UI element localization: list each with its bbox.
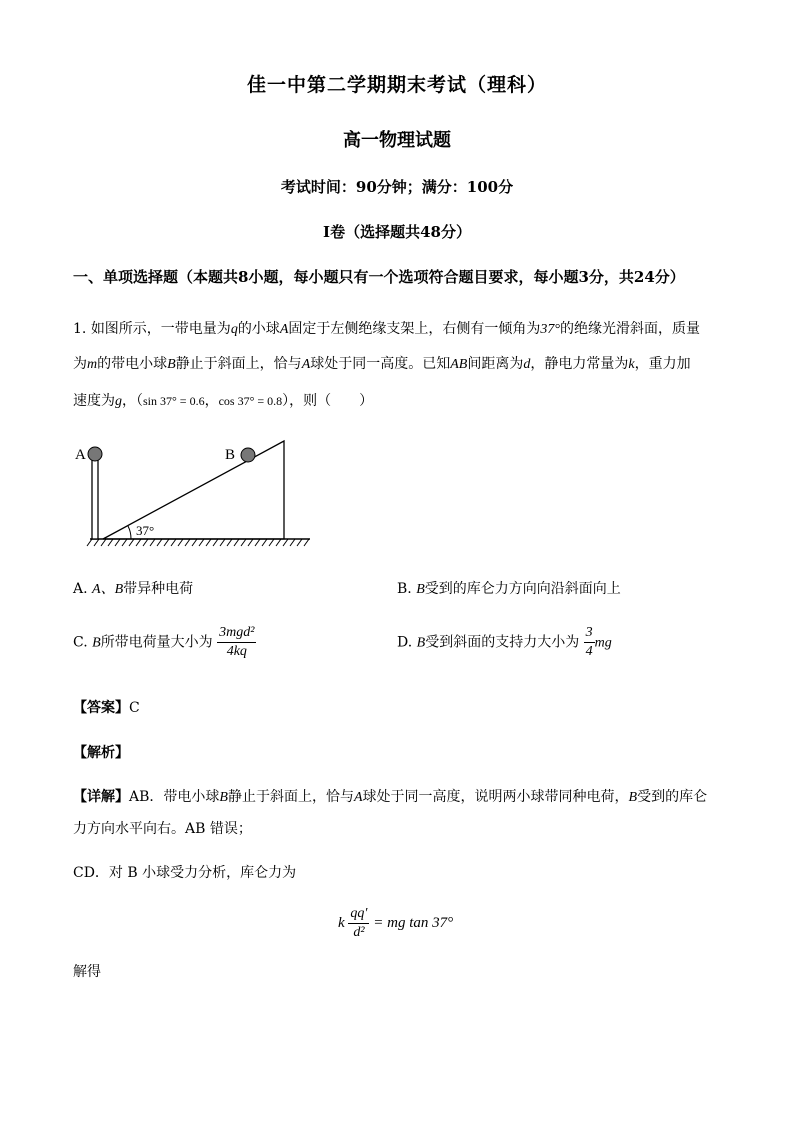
option-c[interactable]: C. B所带电荷量大小为 $\frac{\text{3mgd²}}{4kq}$ <box>73 625 255 659</box>
label-a: A <box>75 447 86 463</box>
exam-info: 考试时间：90分钟；满分：100分 <box>280 178 514 196</box>
detail-line-2: 力方向水平向右。AB 错误； <box>73 821 252 837</box>
exam-title: 佳一中第二学期期末考试（理科） <box>246 74 547 96</box>
angle-arc <box>128 526 131 539</box>
option-c-fraction: $\frac{\text{3mgd²}}{4kq}$ <box>219 625 255 659</box>
option-b[interactable]: B. B受到的库仑力方向向沿斜面向上 <box>397 581 621 597</box>
ball-b <box>241 448 255 462</box>
question-line-2: 为m的带电小球B静止于斜面上，恰与A球处于同一高度。已知AB间距离为d，静电力常量为k，重力加 <box>73 356 691 372</box>
ball-a <box>88 447 102 461</box>
incline-figure <box>70 438 320 553</box>
support-stand <box>92 460 98 539</box>
label-b: B <box>225 447 236 463</box>
answer: 【答案】C <box>73 700 140 716</box>
option-a[interactable]: A. A、B带异种电荷 <box>73 581 194 597</box>
exam-subtitle: 高一物理试题 <box>343 130 451 151</box>
detail-line-1: 【详解】AB．带电小球B静止于斜面上，恰与A球处于同一高度，说明两小球带同种电荷，B受到的库仑 <box>73 789 708 805</box>
detail-line-4: 解得 <box>73 964 101 980</box>
angle-label: 37° <box>136 523 155 538</box>
option-d-fraction: $\frac{3}{4}$ <box>585 625 593 659</box>
option-d[interactable]: D. B受到斜面的支持力大小为 $\frac{3}{4}$ mg <box>397 625 612 659</box>
section-title: 一、单项选择题（本题共8小题，每小题只有一个选项符合题目要求，每小题3分，共24分） <box>73 268 685 286</box>
ground-hatch <box>87 539 310 546</box>
part-title: I卷（选择题共48分） <box>323 223 471 241</box>
question-line-1: 1. 如图所示，一带电量为q的小球A固定于左侧绝缘支架上，右侧有一倾角为37°的绝缘光滑斜面，质量 <box>73 321 700 337</box>
detail-line-3: CD．对 B 小球受力分析，库仑力为 <box>73 865 297 881</box>
incline <box>103 441 284 539</box>
coulomb-formula: k $\frac{qq'}{\text{d²}}$ = mg tan 37° <box>338 906 454 940</box>
question-line-3: 速度为g，（sin 37° = 0.6，cos 37° = 0.8），则（ ） <box>73 393 374 409</box>
analysis-label: 【解析】 <box>73 745 129 761</box>
